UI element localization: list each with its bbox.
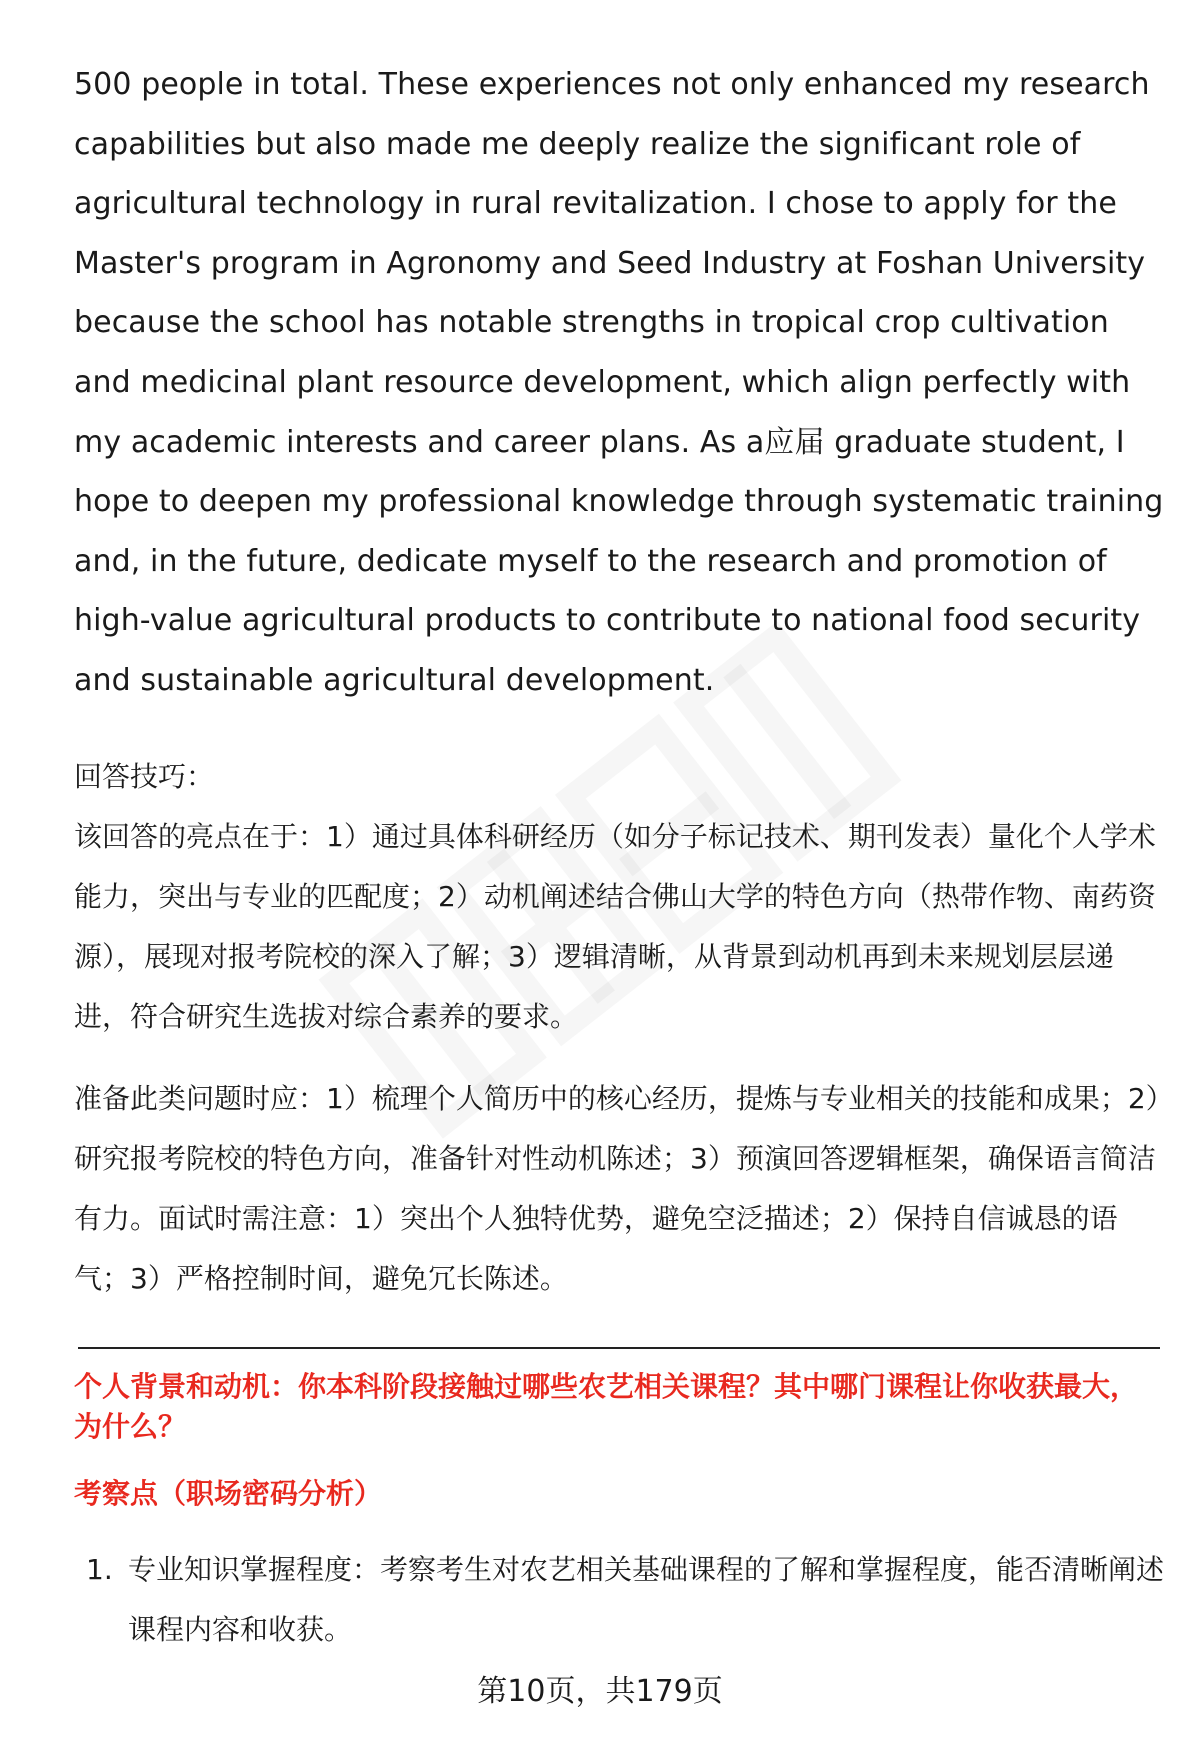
document-page [74, 55, 1164, 1660]
list-item-number: 1. [86, 1552, 113, 1586]
list-item [74, 1540, 1164, 1660]
section-divider [78, 1347, 1160, 1349]
tips-prep-paragraph: 准备此类问题时应：1）梳理个人简历中的核心经历，提炼与专业相关的技能和成果；2）研究报考院校的特色方向，准备针对性动机陈述；3）预演回答逻辑框架，确保语言简洁有力。面试时需注意：1）突出个人独特优势，避免空泛描述；2）保持自信诚恳的语气；3）严格控制时间，避免冗长陈述。 [74, 1081, 1160, 1295]
list-item-text: 专业知识掌握程度：考察考生对农艺相关基础课程的了解和掌握程度，能否清晰阐述课程内容和收获。 [128, 1552, 1165, 1646]
tips-highlight-paragraph: 该回答的亮点在于：1）通过具体科研经历（如分子标记技术、期刊发表）量化个人学术能力，突出与专业的匹配度；2）动机阐述结合佛山大学的特色方向（热带作物、南药资源），展现对报考院校的深入了解；3）逻辑清晰，从背景到动机再到未来规划层层递进，符合研究生选拔对综合素养的要求。 [74, 819, 1156, 1033]
intro-paragraph: 500 people in total. These experiences not only enhanced my research capabilities but also made me deeply realize the significant role of agricultural technology in rural revitalization. I chose to apply for the Master's program in Agronomy and Seed Industry at Foshan University because the school has notable strengths in tropical crop cultivation and medicinal plant resource development, which align perfectly with my academic interests and career plans. As a应届 graduate student, I hope to deepen my professional knowledge through systematic training and, in the future, dedicate myself to the research and promotion of high-value agricultural products to contribute to national food security and sustainable agricultural development. [74, 67, 1164, 698]
assessment-points-heading: 考察点（职场密码分析） [74, 1476, 383, 1510]
tips-title: 回答技巧： [74, 759, 215, 793]
question-heading: 个人背景和动机：你本科阶段接触过哪些农艺相关课程？其中哪门课程让你收获最大，为什么？ [74, 1369, 1139, 1443]
page-number-footer: 第10页，共179页 [477, 1674, 723, 1709]
assessment-points-list [74, 1540, 1164, 1660]
